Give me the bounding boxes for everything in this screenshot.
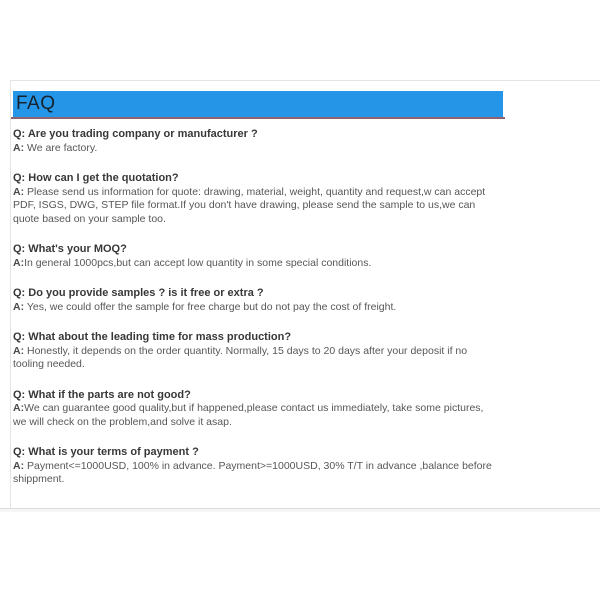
answer-text: We can guarantee good quality,but if happened,please contact us immediately, take some pictures, we will check on the problem,and solve it asap.	[13, 402, 484, 428]
faq-answer	[13, 402, 499, 429]
faq-item	[13, 172, 499, 226]
faq-item	[13, 128, 499, 155]
faq-title: FAQ	[13, 91, 503, 117]
faq-item	[13, 243, 499, 270]
faq-question: Q: Are you trading company or manufacturer ?	[13, 128, 258, 140]
answer-prefix: A:	[13, 185, 25, 198]
answer-prefix: A:	[13, 402, 25, 414]
faq-header	[11, 91, 505, 119]
content-frame-bottom-shade	[0, 509, 600, 512]
answer-text: Please send us information for quote: drawing, material, weight, quantity and request,w can accept PDF, ISGS, DWG, STEP file format.If you don't have drawing, please send the sample to us,we can quote based on your sample too.	[13, 185, 486, 225]
faq-item	[13, 389, 499, 430]
faq-answer	[13, 301, 499, 315]
answer-text: Payment<=1000USD, 100% in advance. Payment>=1000USD, 30% T/T in advance ,balance before shippment.	[13, 459, 492, 485]
faq-question: Q: How can I get the quotation?	[13, 172, 179, 184]
answer-prefix: A:	[13, 256, 25, 269]
answer-prefix: A:	[13, 300, 25, 313]
faq-answer	[13, 186, 499, 227]
faq-answer	[13, 142, 499, 156]
faq-item	[13, 287, 499, 314]
faq-section	[11, 91, 505, 504]
answer-text: We are factory.	[24, 141, 98, 154]
faq-question: Q: What's your MOQ?	[13, 243, 127, 255]
answer-text: In general 1000pcs,but can accept low quantity in some special conditions.	[24, 256, 372, 269]
faq-question: Q: What is your terms of payment ?	[13, 446, 199, 458]
content-frame-top-border	[10, 80, 600, 81]
faq-body	[11, 119, 505, 487]
faq-item	[13, 331, 499, 372]
faq-question: Q: What if the parts are not good?	[13, 388, 191, 401]
faq-answer	[13, 345, 499, 372]
answer-text: Honestly, it depends on the order quantity. Normally, 15 days to 20 days after your deposit if no tooling needed.	[13, 344, 468, 370]
faq-question: Q: Do you provide samples ? is it free or extra ?	[13, 287, 264, 299]
faq-answer	[13, 460, 499, 487]
faq-question: Q: What about the leading time for mass production?	[13, 331, 292, 343]
answer-prefix: A:	[13, 141, 25, 154]
answer-text: Yes, we could offer the sample for free charge but do not pay the cost of freight.	[24, 300, 397, 313]
faq-answer	[13, 257, 499, 271]
answer-prefix: A:	[13, 344, 25, 357]
faq-item	[13, 446, 499, 487]
answer-prefix: A:	[13, 459, 25, 472]
